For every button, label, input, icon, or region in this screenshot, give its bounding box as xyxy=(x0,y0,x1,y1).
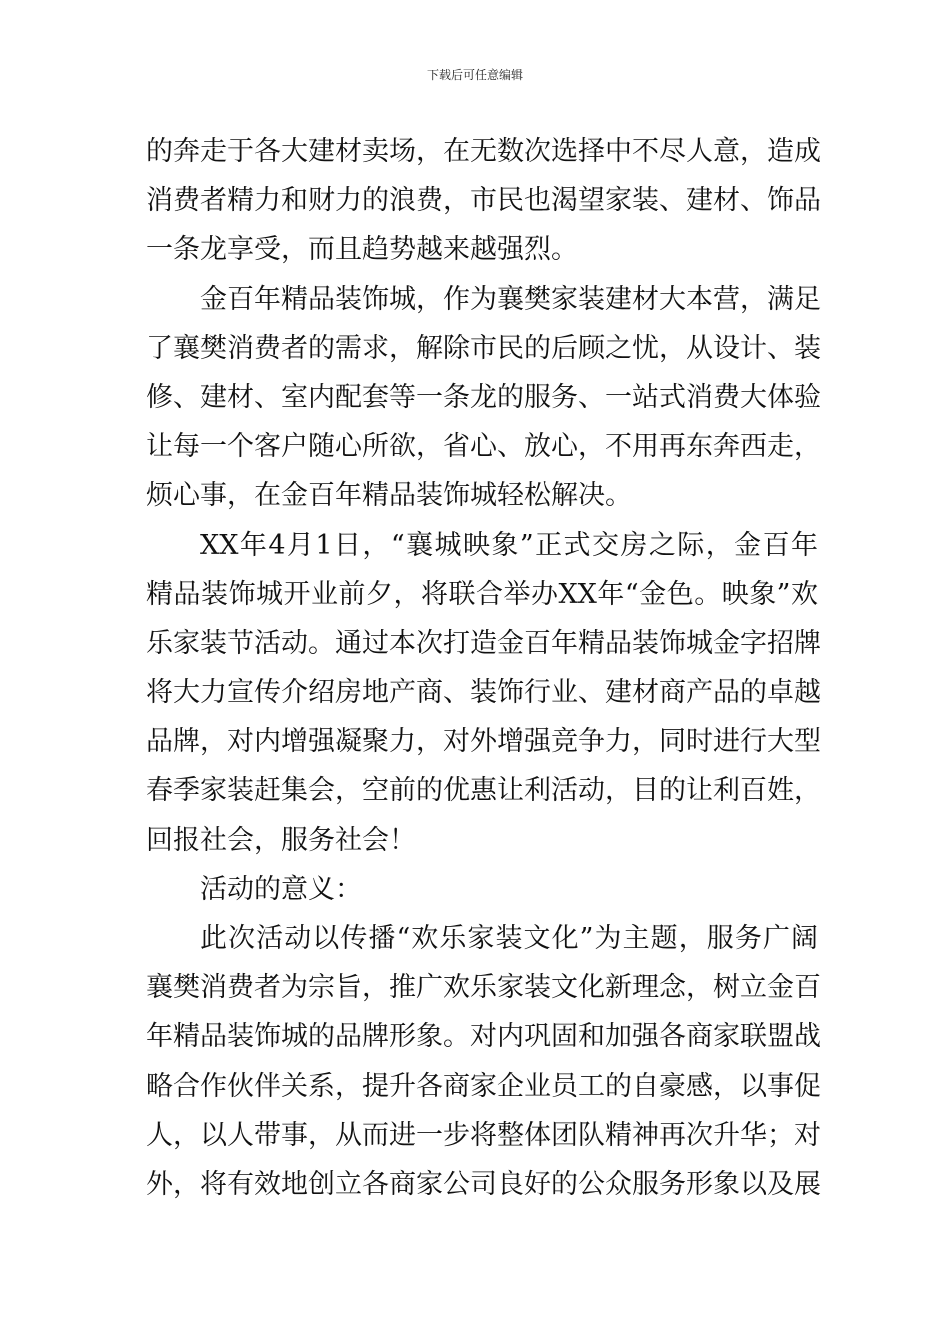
paragraph-5-line-6: 外，将有效地创立各商家公司良好的公众服务形象以及展 xyxy=(146,1168,821,1200)
paragraph-3-line-3: 乐家装节活动。通过本次打造金百年精品装饰城金字招牌 xyxy=(146,627,821,659)
section-heading: 活动的意义： xyxy=(200,873,362,905)
paragraph-3-line-4: 将大力宣传介绍房地产商、装饰行业、建材商产品的卓越 xyxy=(146,677,821,709)
page-header: 下载后可任意编辑 xyxy=(426,68,523,82)
paragraph-2-line-3: 修、建材、室内配套等一条龙的服务、一站式消费大体验 xyxy=(146,381,821,413)
paragraph-5-line-2: 襄樊消费者为宗旨，推广欢乐家装文化新理念，树立金百 xyxy=(146,972,821,1004)
paragraph-3-line-1: XX年4月1日，“襄城映象”正式交房之际，金百年 xyxy=(200,529,818,561)
paragraph-2-line-2: 了襄樊消费者的需求，解除市民的后顾之忧，从设计、装 xyxy=(146,332,821,364)
paragraph-3-line-5: 品牌，对内增强凝聚力，对外增强竞争力，同时进行大型 xyxy=(146,726,821,758)
paragraph-1-line-2: 消费者精力和财力的浪费，市民也渴望家装、建材、饰品 xyxy=(146,185,821,217)
paragraph-3-line-2: 精品装饰城开业前夕，将联合举办XX年“金色。映象”欢 xyxy=(146,578,818,610)
paragraph-1-line-1: 的奔走于各大建材卖场，在无数次选择中不尽人意，造成 xyxy=(146,136,821,167)
paragraph-2-line-5: 烦心事，在金百年精品装饰城轻松解决。 xyxy=(146,480,632,512)
paragraph-2-line-1: 金百年精品装饰城，作为襄樊家装建材大本营，满足 xyxy=(200,283,821,315)
paragraph-5-line-1: 此次活动以传播“欢乐家装文化”为主题，服务广阔 xyxy=(200,923,818,954)
paragraph-3-line-6: 春季家装赶集会，空前的优惠让利活动，目的让利百姓， xyxy=(146,775,821,807)
paragraph-5-line-5: 人，以人带事，从而进一步将整体团队精神再次升华；对 xyxy=(146,1119,821,1151)
paragraph-1-line-3: 一条龙享受，而且趋势越来越强烈。 xyxy=(146,234,578,266)
paragraph-2-line-4: 让每一个客户随心所欲，省心、放心，不用再东奔西走， xyxy=(146,431,821,463)
paragraph-5-line-3: 年精品装饰城的品牌形象。对内巩固和加强各商家联盟战 xyxy=(146,1021,821,1053)
paragraph-5-line-4: 略合作伙伴关系，提升各商家企业员工的自豪感，以事促 xyxy=(146,1070,821,1102)
paragraph-3-line-7: 回报社会，服务社会！ xyxy=(146,824,416,856)
document-body xyxy=(146,127,821,1209)
